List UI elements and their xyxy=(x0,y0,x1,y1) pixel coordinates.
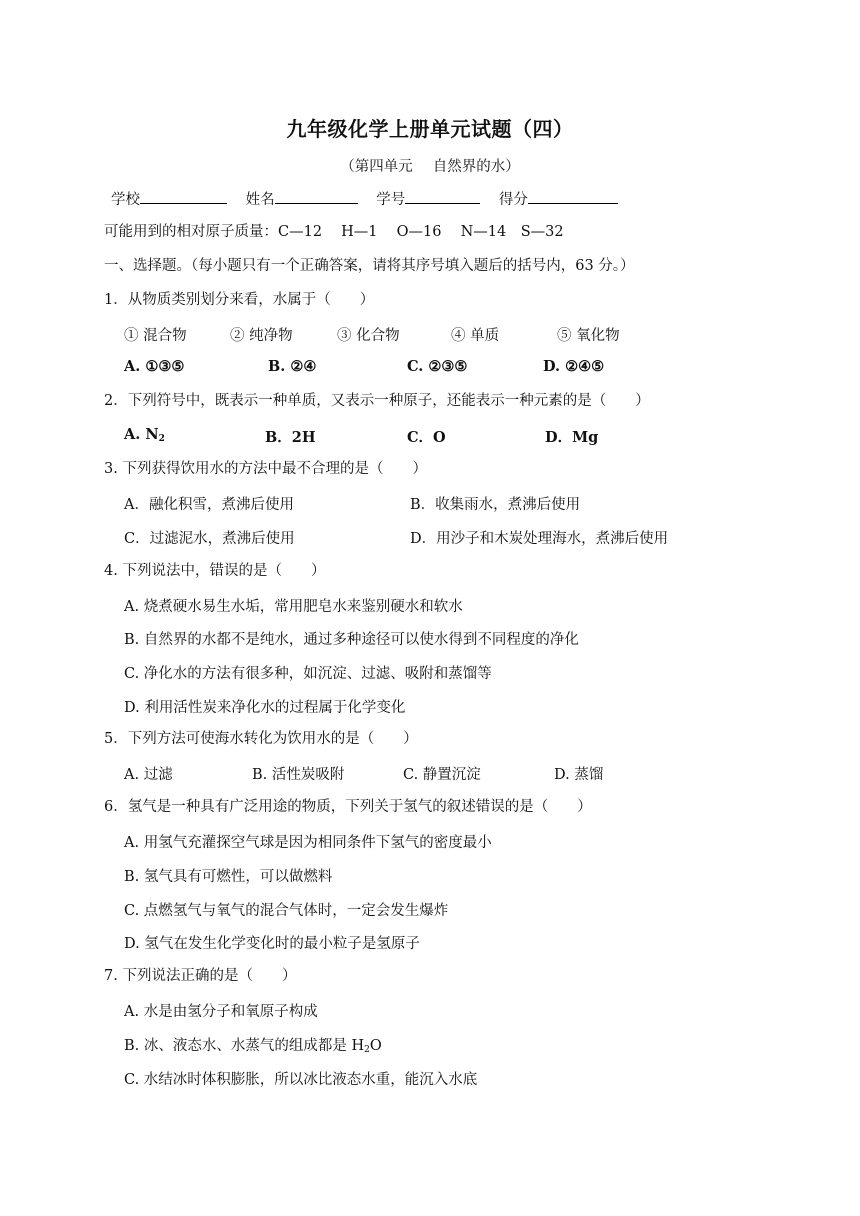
q6-option-c[interactable]: C. 点燃氢气与氧气的混合气体时，一定会发生爆炸 xyxy=(124,903,449,919)
q1-option-b[interactable]: B. ②④ xyxy=(268,358,317,375)
q2-option-a-text: A. N xyxy=(124,426,159,443)
name-blank[interactable] xyxy=(275,189,358,204)
number-field[interactable] xyxy=(376,188,480,209)
q6-option-b[interactable]: B. 氢气具有可燃性，可以做燃料 xyxy=(124,869,333,885)
q3-option-c[interactable]: C．过滤泥水，煮沸后使用 xyxy=(124,531,295,547)
q7-option-b-text: B. 冰、液态水、水蒸气的组成都是 H xyxy=(124,1038,365,1054)
number-label: 学号 xyxy=(376,192,406,208)
student-info-row xyxy=(111,188,632,209)
q1-item-1: ① 混合物 xyxy=(124,328,187,344)
name-label: 姓名 xyxy=(245,192,275,208)
score-label: 得分 xyxy=(498,192,528,208)
q6-option-a[interactable]: A. 用氢气充灌探空气球是因为相同条件下氢气的密度最小 xyxy=(124,835,492,851)
question-1-stem: 1．从物质类别划分来看，水属于（ ） xyxy=(104,292,375,308)
q5-option-b[interactable]: B. 活性炭吸附 xyxy=(252,767,345,783)
q4-option-c[interactable]: C. 净化水的方法有很多种，如沉淀、过滤、吸附和蒸馏等 xyxy=(124,666,492,682)
number-blank[interactable] xyxy=(405,189,480,204)
subtitle-unit: （第四单元 xyxy=(340,159,413,175)
subtitle-topic: 自然界的水） xyxy=(432,159,520,175)
q7-option-b-tail: O xyxy=(369,1038,382,1054)
page-title: 九年级化学上册单元试题（四） xyxy=(286,117,574,141)
q6-option-d[interactable]: D. 氢气在发生化学变化时的最小粒子是氢原子 xyxy=(124,936,420,952)
atomic-mass-line xyxy=(104,222,564,242)
q2-option-a[interactable] xyxy=(124,426,165,444)
q1-item-5: ⑤ 氧化物 xyxy=(557,328,620,344)
q4-option-a[interactable]: A. 烧煮硬水易生水垢，常用肥皂水来鉴别硬水和软水 xyxy=(124,599,463,615)
q5-option-d[interactable]: D. 蒸馏 xyxy=(554,767,604,783)
question-3-stem: 3. 下列获得饮用水的方法中最不合理的是（ ） xyxy=(104,461,427,477)
q2-option-d[interactable]: D．Mg xyxy=(545,429,599,446)
school-label: 学校 xyxy=(111,192,140,208)
question-4-stem: 4. 下列说法中，错误的是（ ） xyxy=(104,563,326,579)
score-field[interactable] xyxy=(499,188,618,209)
question-2-stem: 2．下列符号中，既表示一种单质，又表示一种原子，还能表示一种元素的是（ ） xyxy=(104,393,650,409)
q3-option-b[interactable]: B．收集雨水，煮沸后使用 xyxy=(410,497,581,513)
q1-item-3: ③ 化合物 xyxy=(337,328,400,344)
q1-option-a[interactable]: A. ①③⑤ xyxy=(124,358,185,375)
q3-option-a[interactable]: A．融化积雪，煮沸后使用 xyxy=(124,497,294,513)
q1-item-2: ② 纯净物 xyxy=(230,328,293,344)
q2-option-b[interactable]: B．2H xyxy=(265,429,316,446)
q7-option-b-subscript: 2 xyxy=(364,1045,370,1055)
q1-option-c[interactable]: C. ②③⑤ xyxy=(407,358,468,375)
school-field[interactable] xyxy=(111,188,227,209)
question-5-stem: 5．下列方法可使海水转化为饮用水的是（ ） xyxy=(104,731,418,747)
q4-option-d[interactable]: D. 利用活性炭来净化水的过程属于化学变化 xyxy=(124,700,406,716)
q7-option-c[interactable]: C. 水结冰时体积膨胀，所以冰比液态水重，能沉入水底 xyxy=(124,1072,478,1088)
q7-option-b[interactable] xyxy=(124,1034,382,1055)
section-heading: 一、选择题。（每小题只有一个正确答案，请将其序号填入题后的括号内，63 分。） xyxy=(104,258,635,274)
q1-option-d[interactable]: D. ②④⑤ xyxy=(543,358,605,375)
atomic-mass-text: 可能用到的相对原子质量：C—12 H—1 O—16 N—14 S—32 xyxy=(104,224,564,240)
q1-item-4: ④ 单质 xyxy=(451,328,500,344)
page-subtitle xyxy=(0,155,860,176)
q2-option-c[interactable]: C．O xyxy=(407,429,446,446)
name-field[interactable] xyxy=(246,188,358,209)
q2-option-a-subscript: 2 xyxy=(158,434,165,444)
q5-option-a[interactable]: A. 过滤 xyxy=(124,767,173,783)
score-blank[interactable] xyxy=(528,189,618,204)
q7-option-a[interactable]: A. 水是由氢分子和氧原子构成 xyxy=(124,1004,318,1020)
q4-option-b[interactable]: B. 自然界的水都不是纯水，通过多种途径可以使水得到不同程度的净化 xyxy=(124,632,579,648)
q3-option-d[interactable]: D．用沙子和木炭处理海水，煮沸后使用 xyxy=(410,531,669,547)
question-7-stem: 7. 下列说法正确的是（ ） xyxy=(104,968,297,984)
school-blank[interactable] xyxy=(140,189,227,204)
question-6-stem: 6．氢气是一种具有广泛用途的物质，下列关于氢气的叙述错误的是（ ） xyxy=(104,799,592,815)
q5-option-c[interactable]: C. 静置沉淀 xyxy=(403,767,481,783)
